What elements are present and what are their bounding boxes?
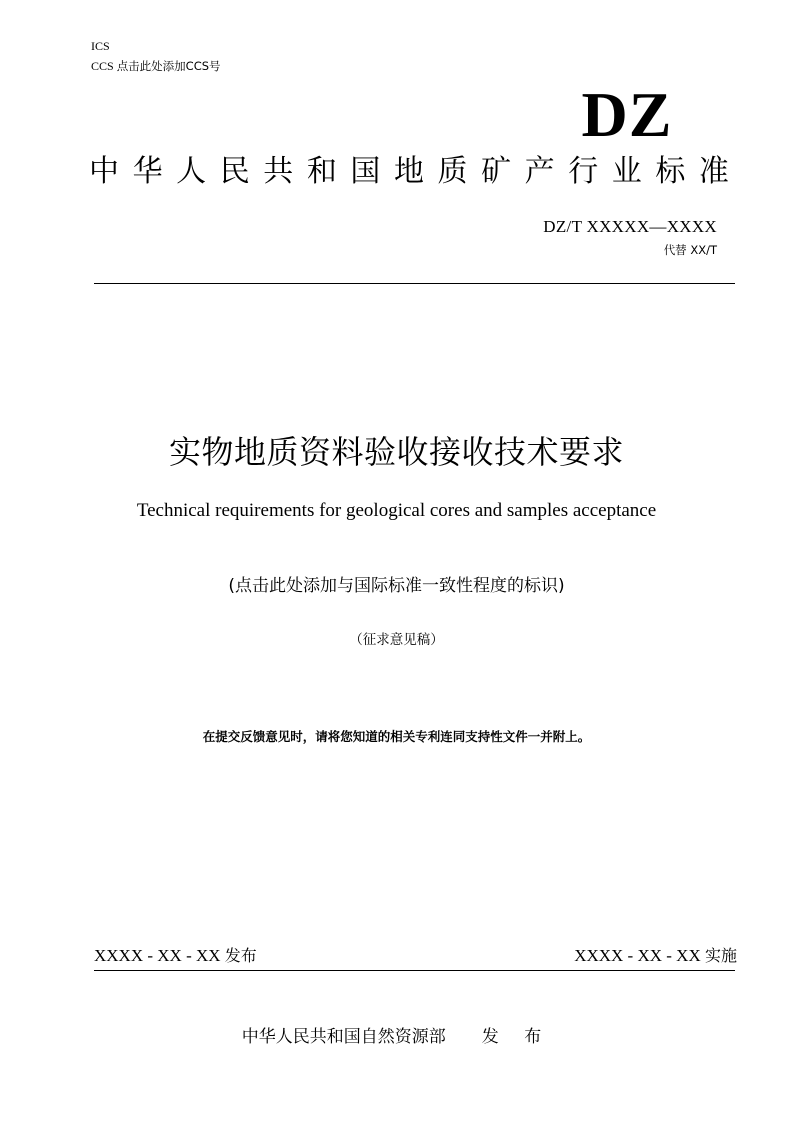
org-title-char: 共 [263, 154, 294, 189]
org-title-char: 准 [698, 154, 729, 189]
org-title-char: 地 [393, 154, 424, 189]
org-title-char: 民 [219, 154, 250, 189]
org-title-char: 质 [437, 154, 468, 189]
issue-date-value[interactable]: XXXX - XX - XX [94, 946, 221, 965]
document-title-english: Technical requirements for geological cores and samples acceptance [136, 500, 657, 521]
ccs-placeholder[interactable]: 点击此处添加CCS号 [116, 59, 221, 73]
org-title-char: 中 [89, 154, 119, 189]
implementation-date-value[interactable]: XXXX - XX - XX [574, 946, 701, 965]
org-title-char: 行 [568, 154, 599, 189]
document-title-chinese: 实物地质资料验收接收技术要求 [168, 433, 624, 471]
org-title-char: 人 [176, 154, 207, 189]
org-title-char: 产 [524, 154, 555, 189]
ccs-line [91, 59, 221, 73]
implementation-date [574, 945, 737, 967]
footer-divider [94, 970, 735, 971]
issuer-action: 发 布 [481, 1027, 552, 1047]
org-title-char: 矿 [481, 154, 512, 189]
issue-date [94, 945, 257, 967]
org-title-char: 华 [132, 154, 163, 189]
replaces-standard: 代替 XX/T [663, 243, 717, 257]
org-title-char: 标 [655, 154, 686, 189]
ics-label: ICS [91, 39, 110, 53]
header-divider [94, 283, 735, 284]
ccs-label: CCS [91, 59, 114, 73]
patent-notice: 在提交反馈意见时，请将您知道的相关专利连同支持性文件一并附上。 [202, 729, 591, 744]
implementation-date-suffix: 实施 [704, 946, 737, 965]
consistency-placeholder[interactable]: (点击此处添加与国际标准一致性程度的标识) [228, 576, 565, 596]
org-title-char: 业 [611, 154, 642, 189]
issue-date-suffix: 发布 [224, 946, 257, 965]
dz-logo: DZ [581, 79, 673, 150]
issuer-name: 中华人民共和国自然资源部 [241, 1027, 446, 1047]
draft-status: （征求意见稿） [349, 632, 444, 648]
org-title-char: 和 [306, 154, 337, 189]
standard-number: DZ/T XXXXX—XXXX [543, 217, 717, 236]
industry-standard-title [89, 154, 729, 190]
org-title-char: 国 [350, 154, 381, 189]
issuing-authority [0, 1025, 793, 1049]
